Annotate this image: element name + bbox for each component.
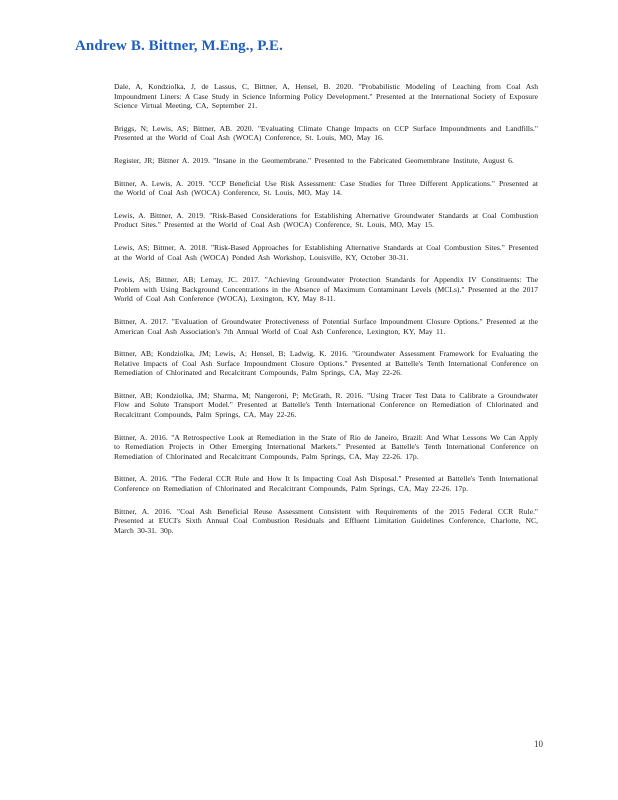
reference-entry: Register, JR; Bittner A. 2019. "Insane in the Geomembrane." Presented to the Fabricated Geomembrane Institute, August 6. (114, 155, 514, 165)
reference-entry: Lewis, A. Bittner, A. 2019. "Risk-Based Considerations for Establishing Alternative Groundwater Standards at Coal Combustion Product Sites." Presented at the World of Coal Ash (WOCA) Conference, St. Louis, MO, May 15. (114, 210, 538, 230)
reference-entry: Dale, A, Kondziolka, J, de Lassus, C, Bittner, A, Hensel, B. 2020. "Probabilistic Modeling of Leaching from Coal Ash Impoundment Liners: A Case Study in Science Informing Policy Development." Presented at the International Society of Exposure Science Virtual Meeting, CA, September 21. (114, 82, 538, 111)
references-list (114, 82, 538, 548)
reference-entry: Lewis, AS; Bittner, AB; Lemay, JC. 2017. "Achieving Groundwater Protection Standards for Appendix IV Constituents: The Problem with Using Background Concentrations in the Absence of Maximum Contaminant Levels (MCLs)." Presented at the 2017 World of Coal Ash Conference (WOCA), Lexington, KY, May 8-11. (114, 275, 538, 304)
reference-entry: Briggs, N; Lewis, AS; Bittner, AB. 2020. "Evaluating Climate Change Impacts on CCP Surface Impoundments and Landfills." Presented at the World of Coal Ash (WOCA) Conference, St. Louis, MO, May 16. (114, 123, 538, 143)
author-name-header: Andrew B. Bittner, M.Eng., P.E. (75, 38, 283, 54)
reference-entry: Bittner, AB; Kondziolka, JM; Lewis, A; Hensel, B; Ladwig, K. 2016. "Groundwater Assessment Framework for Evaluating the Relative Impacts of Coal Ash Surface Impoundment Closure Options." Presented at Battelle's Tenth International Conference on Remediation of Chlorinated and Recalcitrant Compounds, Palm Springs, CA, May 22-26. (114, 349, 538, 378)
page-number: 10 (534, 739, 543, 749)
reference-entry: Bittner, A. 2016. "A Retrospective Look at Remediation in the State of Rio de Janeiro, Brazil: And What Lessons We Can Apply to Remediation Projects in Other Emerging International Markets." Presented at Battelle's Tenth International Conference on Remediation of Chlorinated and Recalcitrant Compounds, Palm Springs, CA, May 22-26. 17p. (114, 432, 538, 461)
reference-entry: Bittner, A. 2016. "The Federal CCR Rule and How It Is Impacting Coal Ash Disposal." Presented at Battelle's Tenth International Conference on Remediation of Chlorinated and Recalcitrant Compounds, Palm Springs, CA, May 22-26. 17p. (114, 474, 538, 494)
reference-entry: Bittner, A. 2017. "Evaluation of Groundwater Protectiveness of Potential Surface Impoundment Closure Options." Presented at the American Coal Ash Association's 7th Annual World of Coal Ash Conference, Lexington, KY, May 11. (114, 316, 538, 336)
reference-entry: Bittner, A. Lewis, A. 2019. "CCP Beneficial Use Risk Assessment: Case Studies for Three Different Applications." Presented at the World of Coal Ash (WOCA) Conference, St. Louis, MO, May 14. (114, 178, 538, 198)
reference-entry: Lewis, AS; Bittner, A. 2018. "Risk-Based Approaches for Establishing Alternative Standards at Coal Combustion Sites." Presented at the World of Coal Ash (WOCA) Ponded Ash Workshop, Louisville, KY, October 30-31. (114, 242, 538, 262)
reference-entry: Bittner, AB; Kondziolka, JM; Sharma, M; Nangeroni, P; McGrath, R. 2016. "Using Tracer Test Data to Calibrate a Groundwater Flow and Solute Transport Model." Presented at Battelle's Tenth International Conference on Remediation of Chlorinated and Recalcitrant Compounds, Palm Springs, CA, May 22-26. (114, 390, 538, 420)
reference-entry: Bittner, A. 2016. "Coal Ash Beneficial Reuse Assessment Consistent with Requirements of the 2015 Federal CCR Rule." Presented at EUCI's Sixth Annual Coal Combustion Residuals and Effluent Limitation Guidelines Conference, Charlotte, NC, March 30-31. 30p. (114, 506, 538, 535)
